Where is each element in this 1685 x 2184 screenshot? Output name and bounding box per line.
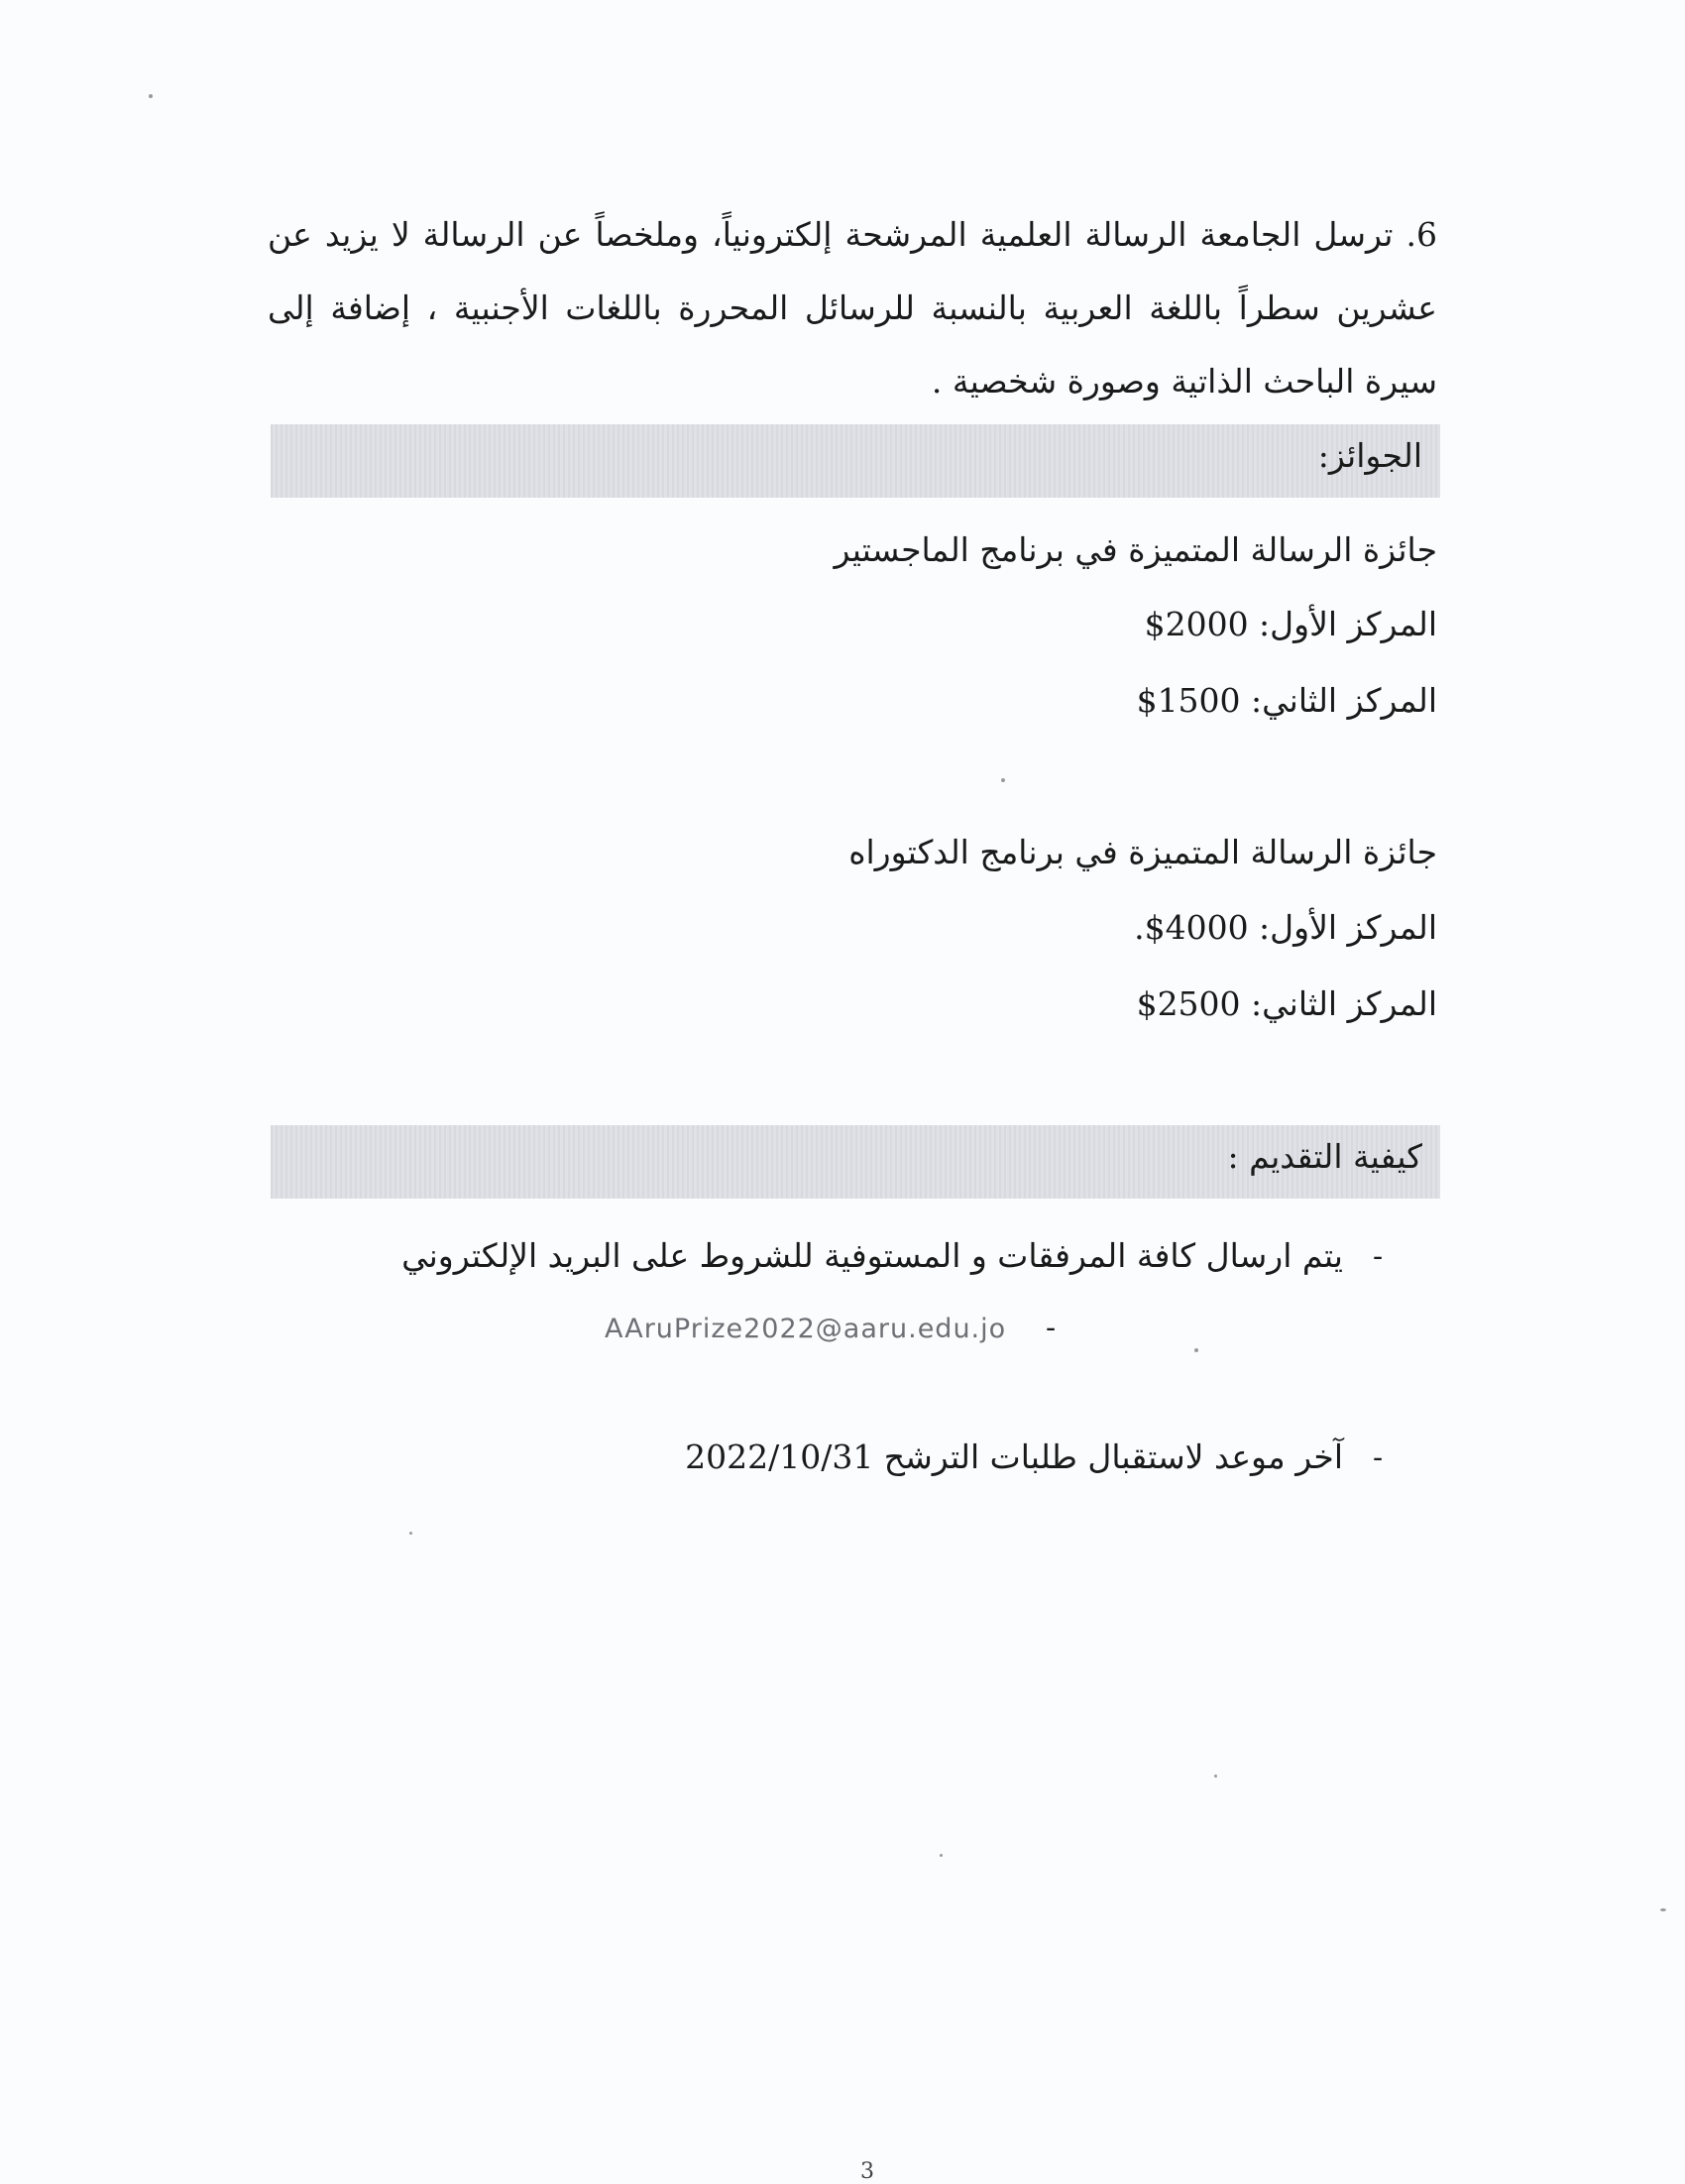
prizes-heading-band: [271, 424, 1440, 498]
how-to-apply-heading-band: [271, 1125, 1440, 1199]
scan-speck: [1194, 1348, 1198, 1352]
doctorate-second-place: المركز الثاني: 2500$: [1136, 984, 1437, 1023]
bullet-dash: -: [1046, 1311, 1057, 1345]
page-number: 3: [860, 2159, 874, 2184]
application-deadline: آخر موعد لاستقبال طلبات الترشح 2022/10/31: [685, 1437, 1343, 1476]
scan-speck: [1001, 778, 1005, 782]
masters-first-place: المركز الأول: 2000$: [1144, 605, 1437, 643]
scan-speck: [149, 94, 153, 98]
how-to-apply-heading: كيفية التقديم :: [1227, 1137, 1422, 1176]
intro-paragraph: 6. ترسل الجامعة الرسالة العلمية المرشحة إلكترونياً، وملخصاً عن الرسالة لا يزيد عن عشرين سطراً باللغة العربية بالنسبة للرسائل المحررة باللغات الأجنبية ، إضافة إلى سيرة الباحث الذاتية وصورة شخصية .: [268, 215, 1437, 401]
bullet-dash: -: [1373, 1440, 1384, 1475]
masters-prize-title: جائزة الرسالة المتميزة في برنامج الماجستير: [834, 530, 1437, 569]
doctorate-first-place: المركز الأول: 4000$.: [1134, 908, 1437, 947]
masters-second-place: المركز الثاني: 1500$: [1136, 681, 1437, 720]
scan-speck: [1660, 1908, 1666, 1911]
doctorate-prize-title: جائزة الرسالة المتميزة في برنامج الدكتوراه: [848, 833, 1437, 871]
apply-instruction: يتم ارسال كافة المرفقات و المستوفية للشروط على البريد الإلكتروني: [401, 1236, 1343, 1275]
bullet-dash: -: [1373, 1239, 1384, 1274]
scan-speck: [940, 1854, 943, 1857]
scan-speck: [409, 1532, 412, 1535]
email-address: AAruPrize2022@aaru.edu.jo: [605, 1314, 1007, 1344]
scan-speck: [1214, 1775, 1217, 1778]
prizes-heading: الجوائز:: [1317, 436, 1422, 475]
